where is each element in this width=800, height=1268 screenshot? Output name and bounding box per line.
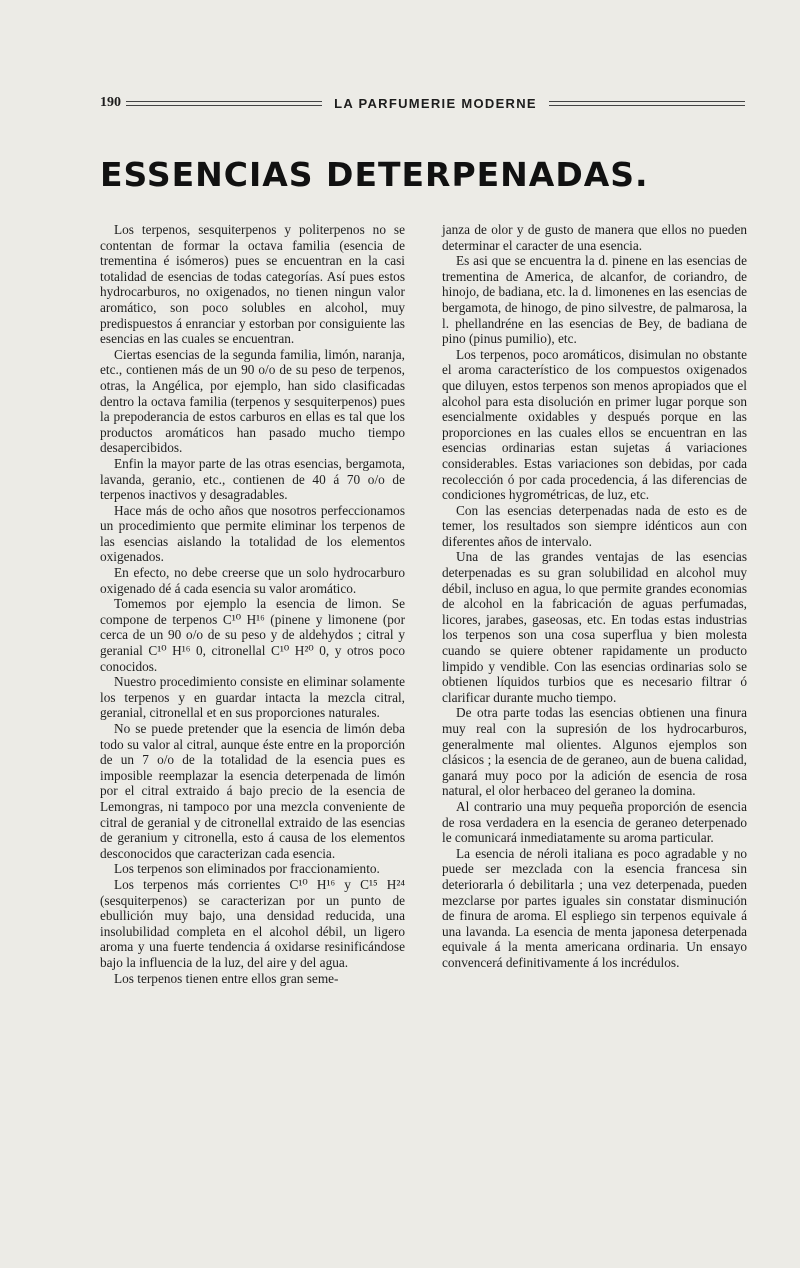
- header-rule-right: [549, 101, 745, 106]
- paragraph: Con las esencias deterpenadas nada de esto es de temer, los resultados son siempre idénticos aun con diferentes años de intervalo.: [442, 502, 747, 549]
- article-title: ESSENCIAS DETERPENADAS.: [100, 155, 649, 194]
- paragraph-continued: janza de olor y de gusto de manera que ellos no pueden determinar el caracter de una esencia.: [442, 222, 747, 253]
- paragraph: Los terpenos más corrientes C¹⁰ H¹⁶ y C¹⁵ H²⁴ (sesquiterpenos) se caracterizan por un punto de ebullición muy bajo, una densidad reducida, una insolubilidad completa en el alcohol débil, un ligero aroma y una fuerte tendencia á oxidarse resinificándose bajo la influencia de la luz, del aire y del agua.: [100, 876, 405, 970]
- paragraph: Los terpenos tienen entre ellos gran seme-: [114, 970, 339, 986]
- right-column: [442, 222, 747, 971]
- paragraph: Es asi que se encuentra la d. pinene en las esencias de trementina de America, de alcanfor, de coriandro, de hinojo, de badiana, etc. la d. limonenes en las esencias de bergamota, de hinogo, de pino silvestre, de palmarosa, la l. phellandréne en las esencias de Bey, de badiana de pino (pinus pumilio), etc.: [442, 253, 747, 347]
- header-rule-left: [126, 101, 322, 106]
- page-number: 190: [100, 95, 121, 110]
- journal-title: LA PARFUMERIE MODERNE: [334, 95, 537, 111]
- paragraph: No se puede pretender que la esencia de limón deba todo su valor al citral, aunque éste entre en la proporción de un 7 o/o de la totalidad de la esencia pues es imposible reemplazar la esencia deterpenada de limón por el citral extraido á bajo precio de la esencia de Lemongras, ni tampoco por una mezcla conveniente de citral de geranial y de citronellal extraido de las esencias de geranium y citronella, esto á causa de los elementos desconocidos que caracterizan cada esencia.: [100, 721, 405, 861]
- paragraph: La esencia de néroli italiana es poco agradable y no puede ser mezclada con la esencia francesa sin deteriorarla ó debilitarla ; una vez deterpenada, pueden mezclarse por partes iguales sin constatar disminución de finura de aroma. El espliego sin terpenos equivale á una lavanda. La esencia de menta japonesa deterpenada equivale á la menta americana ordinaria. Un ensayo convencerá definitivamente á los incrédulos.: [442, 845, 747, 970]
- paragraph: Tomemos por ejemplo la esencia de limon. Se compone de terpenos C¹⁰ H¹⁶ (pinene y limonene (por cerca de un 90 o/o de su peso y de aldehydos ; citral y geranial C¹⁰ H¹⁶ 0, citronellal C¹⁰ H²⁰ 0, y otros poco conocidos.: [100, 596, 405, 674]
- paragraph: Nuestro procedimiento consiste en eliminar solamente los terpenos y en guardar intacta la mezcla citral, geranial, citronellal et en sus proporciones naturales.: [100, 674, 405, 721]
- paragraph: Hace más de ocho años que nosotros perfeccionamos un procedimiento que permite eliminar los terpenos de las esencias aislando la totalidad de los elementos oxigenados.: [100, 502, 405, 565]
- paragraph: Una de las grandes ventajas de las esencias deterpenadas es su gran solubilidad en alcohol muy débil, incluso en agua, lo que permite grandes economias de alcohol en la fabricación de aguas perfumadas, licores, jarabes, gaseosas, etc. En todas estas industrias los terpenos son una cosa superflua y bien molesta cuando se quiere obtener rapidamente un producto limpido y vendible. Con las esencias ordinarias solo se obtienen líquidos turbios que es necesario filtrar ó clarificar durante mucho tiempo.: [442, 549, 747, 705]
- paragraph: Al contrario una muy pequeña proporción de esencia de rosa verdadera en la esencia de geraneo deterpenado le comunicará inmediatamente su aroma particular.: [442, 798, 747, 846]
- paragraph: Los terpenos, sesquiterpenos y politerpenos no se contentan de formar la octava familia (esencia de trementina é isómeros) pues se encuentran en la casi totalidad de esencias de todas categorías. Así pues estos hydrocarburos, no oxigenados, no tienen ningun valor aromático, son poco solubles en alcohol, muy predispuestos á enranciar y estorban por consiguiente las esencias en las cuales se encuentran.: [100, 222, 405, 347]
- left-column: [100, 222, 405, 986]
- paragraph: De otra parte todas las esencias obtienen una finura muy real con la supresión de los hydrocarburos, generalmente mal olientes. Algunos ejemplos son clásicos ; la esencia de de geraneo, aun de buena calidad, ganará muy poco por la adición de esencia de rosa natural, el olor herbaceo del geraneo la domina.: [442, 705, 747, 799]
- paragraph: En efecto, no debe creerse que un solo hydrocarburo oxigenado dé á cada esencia su valor aromático.: [100, 565, 405, 596]
- paragraph: Los terpenos, poco aromáticos, disimulan no obstante el aroma característico de los compuestos oxigenados que diluyen, estos terpenos son menos apropiados que el alcohol para esta disolución en primer lugar porque son esencialmente oxidables y después porque en las proporciones en las cuales ellos se encuentran en las esencias ordinarias estan sujetas á variaciones considerables. Estas variaciones son debidas, por cada recolección ó por cada procedencia, á las diferencias de condiciones hygrométricas, de luz, etc.: [442, 346, 747, 503]
- paragraph: Enfin la mayor parte de las otras esencias, bergamota, lavanda, geranio, etc., contienen de 40 á 70 o/o de terpenos inactivos y desagradables.: [100, 455, 405, 503]
- paragraph: Los terpenos son eliminados por fraccionamiento.: [114, 861, 380, 877]
- paragraph: Ciertas esencias de la segunda familia, limón, naranja, etc., contienen más de un 90 o/o de su peso de terpenos, otras, la Angélica, por ejemplo, han sido clasificadas dentro la octava familia (terpenos y sesquiterpenos) pues la prepoderancia de estos carburos en ellas es tal que los productos aromáticos han pasado mucho tiempo desapercibidos.: [100, 346, 405, 456]
- running-header: [100, 94, 745, 112]
